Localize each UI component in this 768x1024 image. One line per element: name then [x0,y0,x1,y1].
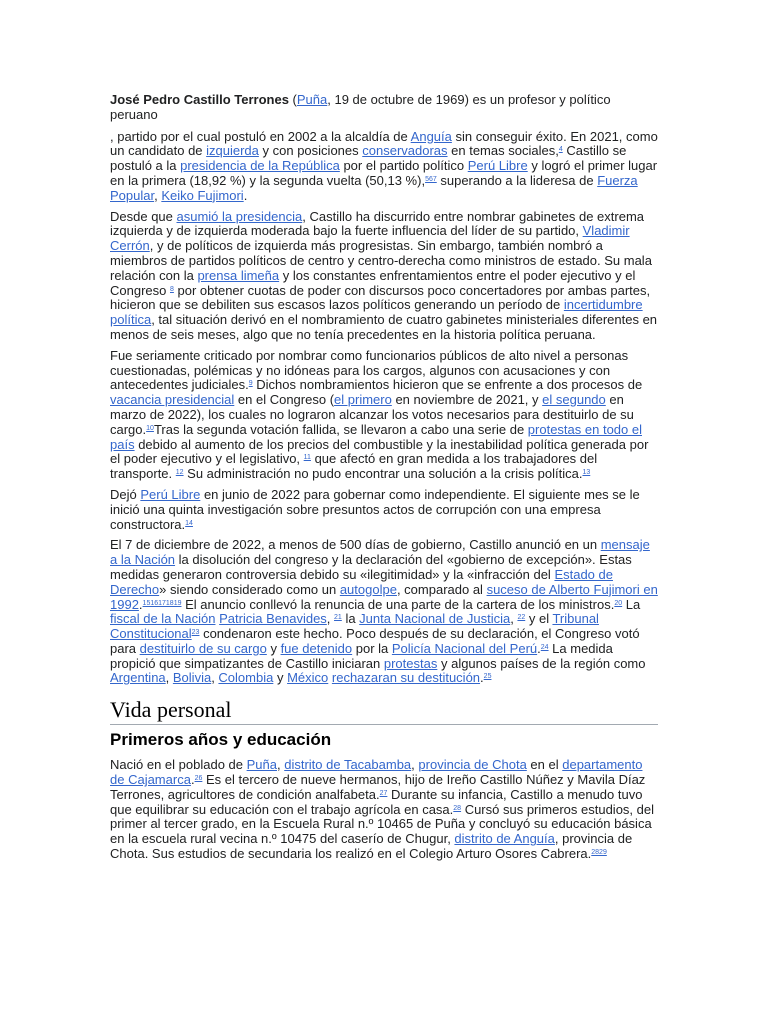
link-rechazaran-destitucion[interactable]: rechazaran su destitución [331,670,481,686]
link-asumio-presidencia[interactable]: asumió la presidencia [176,208,303,224]
reference-link[interactable]: 28 [453,804,462,812]
link-patricia-benavides[interactable]: Patricia Benavides [219,611,327,627]
link-junta-nacional-justicia[interactable]: Junta Nacional de Justicia [359,611,511,627]
reference-link[interactable]: 27 [379,789,388,797]
link-incertidumbre-politica[interactable]: incertidumbre política [110,297,643,328]
intro-paragraph: José Pedro Castillo Terrones (Puña, 19 de octubre de 1969) es un profesor y político peruano [110,92,611,122]
link-policia-nacional[interactable]: Policía Nacional del Perú [391,640,538,656]
link-prensa-limena[interactable]: prensa limeña [197,267,280,283]
link-argentina[interactable]: Argentina [110,670,166,686]
reference-link[interactable]: 11 [303,454,311,462]
link-puna[interactable]: Puña [246,757,277,773]
reference-link[interactable]: 2829 [591,849,607,857]
link-vacancia-presidencial[interactable]: vacancia presidencial [110,392,235,408]
link-presidencia[interactable]: presidencia de la República [180,158,340,174]
reference-link[interactable]: 14 [185,519,193,527]
link-fuerza-popular[interactable]: Fuerza Popular [110,172,638,203]
birthplace-link[interactable]: Puña [296,92,328,107]
link-distrito-tacabamba[interactable]: distrito de Tacabamba [284,757,412,773]
reference-link[interactable]: 25 [483,673,492,681]
link-fue-detenido[interactable]: fue detenido [280,640,353,656]
link-el-segundo[interactable]: el segundo [542,392,606,408]
link-mexico[interactable]: México [287,670,329,686]
link-el-primero[interactable]: el primero [334,392,392,408]
paragraph-cabinets: Desde que asumió la presidencia, Castillo ha discurrido entre nombrar gabinetes de extrema izquierda y de izquierda moderada bajo la fuerte influencia del líder de su partido, Vladimir Cerrón, y de políticos de izquierda más progresistas. Sin embargo, también nombró a miembros de partidos políticos de centro y centro-derecha como ministros de estado. Su mala relación con la prensa limeña y los constantes enfrentamientos entre el poder ejecutivo y el Congreso $^8$ por obtener cuotas de poder con discursos poco concertadores por ambas partes, hicieron que se debiliten sus escasos lazos políticos generando un período de incertidumbre política, tal situación derivó en el nombramiento de cuatro gabinetes ministeriales diferentes en menos de seis meses, algo que no tenía precedentes en la historia política peruana. [110,208,658,342]
reference-link[interactable]: 20 [614,599,623,607]
section-heading: Vida personal [110,698,658,725]
link-peru-libre[interactable]: Perú Libre [467,158,528,174]
link-izquierda[interactable]: izquierda [206,143,259,159]
paragraph-criticism: Fue seriamente criticado por nombrar como funcionarios públicos de alto nivel a personas cuestionadas, polémicas y no idóneas para los cargos, algunos con acusaciones y con antecedentes judiciales.$^9$ Dichos nombramientos hicieron que se enfrente a dos procesos de vacancia presidencial en el Congreso (el primero en noviembre de 2021, y el segundo en marzo de 2022), los cuales no lograron alcanzar los votos necesarios para destituirlo de su cargo.$^{10}$Tras la segunda votación fallida, se llevaron a cabo una serie de protestas en todo el país debido al aumento de los precios del combustible y la inestabilidad política generada por el poder ejecutivo y el legislativo, $^{11}$ que afectó en gran medida a los trabajadores del transporte. $^{12}$ Su administración no pudo encontrar una solución a la crisis política.$^{13}$ [110,347,649,482]
link-suceso-fujimori[interactable]: suceso de Alberto Fujimori en 1992 [110,581,658,612]
article-body [110,93,658,868]
reference-link[interactable]: 9 [248,380,253,388]
link-destituirlo[interactable]: destituirlo de su cargo [139,640,267,656]
reference-link[interactable]: 13 [582,469,591,477]
link-tribunal-constitucional[interactable]: Tribunal Constitucional [110,611,599,642]
paragraph-self-coup: El 7 de diciembre de 2022, a menos de 500 días de gobierno, Castillo anunció en un mensaje a la Nación la disolución del congreso y la declaración del «gobierno de excepción». Estas medidas generaron controversia debido su «ilegitimidad» y la «infracción del Estado de Derecho» siendo considerado como un autogolpe, comparado al suceso de Alberto Fujimori en 1992.$^{1516171819}$ El anuncio conllevó la renuncia de una parte de la cartera de los ministros.$^{20}$ La fiscal de la Nación Patricia Benavides, $^{21}$ la Junta Nacional de Justicia, $^{22}$ y el Tribunal Constitucional$^{23}$ condenaron este hecho. Poco después de su declaración, el Congreso votó para destituirlo de su cargo y fue detenido por la Policía Nacional del Perú.$^{24}$ La medida propició que simpatizantes de Castillo iniciaran protestas y algunos países de la región como Argentina, Bolivia, Colombia y México rechazaran su destitución.$^{25}$ [110,537,658,686]
paragraph-independent: Dejó Perú Libre en junio de 2022 para gobernar como independiente. El siguiente mes se le inició una quinta investigación sobre presuntos actos de corrupción con una empresa constructora.$^{14}$ [110,486,640,532]
link-keiko-fujimori[interactable]: Keiko Fujimori [161,187,244,203]
link-bolivia[interactable]: Bolivia [172,670,212,686]
link-departamento-cajamarca[interactable]: departamento de Cajamarca [110,757,643,788]
reference-link[interactable]: 10 [146,424,154,432]
link-provincia-chota[interactable]: provincia de Chota [418,757,527,773]
link-distrito-anguia[interactable]: distrito de Anguía [454,831,555,847]
paragraph-party: , partido por el cual postuló en 2002 a la alcaldía de Anguía sin conseguir éxito. En 2021, como un candidato de izquierda y con posiciones conservadoras en temas sociales,$^4$ Castillo se postuló a la presidencia de la República por el partido político Perú Libre y logró el primer lugar en la primera (18,92 %) y la segunda vuelta (50,13 %),$^{567}$ superando a la lideresa de Fuerza Popular, Keiko Fujimori. [110,128,658,203]
link-protestas-pais[interactable]: protestas en todo el país [110,421,642,452]
reference-link[interactable]: 24 [540,643,549,651]
reference-link[interactable]: 567 [425,175,437,183]
reference-link[interactable]: 22 [517,614,526,622]
link-protestas[interactable]: protestas [383,655,438,671]
link-estado-derecho[interactable]: Estado de Derecho [110,566,613,597]
link-mensaje-nacion[interactable]: mensaje a la Nación [110,537,650,568]
reference-link[interactable]: 12 [175,469,184,477]
link-autogolpe[interactable]: autogolpe [339,581,397,597]
reference-link[interactable]: 8 [169,285,174,293]
link-colombia[interactable]: Colombia [218,670,274,686]
reference-link[interactable]: 4 [558,146,563,154]
reference-link[interactable]: 26 [194,775,203,783]
link-anguia[interactable]: Anguía [410,128,452,144]
reference-link[interactable]: 23 [191,629,200,637]
link-vladimir-cerron[interactable]: Vladimir Cerrón [110,223,630,254]
link-peru-libre-2[interactable]: Perú Libre [140,486,201,502]
link-fiscal-nacion[interactable]: fiscal de la Nación [110,611,216,627]
subsection-heading: Primeros años y educación [110,730,332,750]
reference-link[interactable]: 21 [334,614,342,622]
paragraph-early-life: Nació en el poblado de Puña, distrito de Tacabamba, provincia de Chota en el departamento de Cajamarca.$^{26}$ Es el tercero de nueve hermanos, hijo de Ireño Castillo Núñez y Mavila Díaz Terrones, agricultores de condición analfabeta.$^{27}$ Durante su infancia, Castillo a menudo tuvo que equilibrar su educación con el trabajo agrícola en casa.$^{28}$ Cursó sus primeros estudios, del primer al tercer grado, en la Escuela Rural n.º 10465 de Puña y concluyó su educación básica en la escuela rural vecina n.º 10475 del caserío de Chugur, distrito de Anguía, provincia de Chota. Sus estudios de secundaria los realizó en el Colegio Arturo Osores Cabrera.$^{2829}$ [110,757,654,862]
reference-link[interactable]: 1516171819 [142,599,182,607]
subject-name: José Pedro Castillo Terrones [110,92,289,107]
link-conservadoras[interactable]: conservadoras [362,143,448,159]
